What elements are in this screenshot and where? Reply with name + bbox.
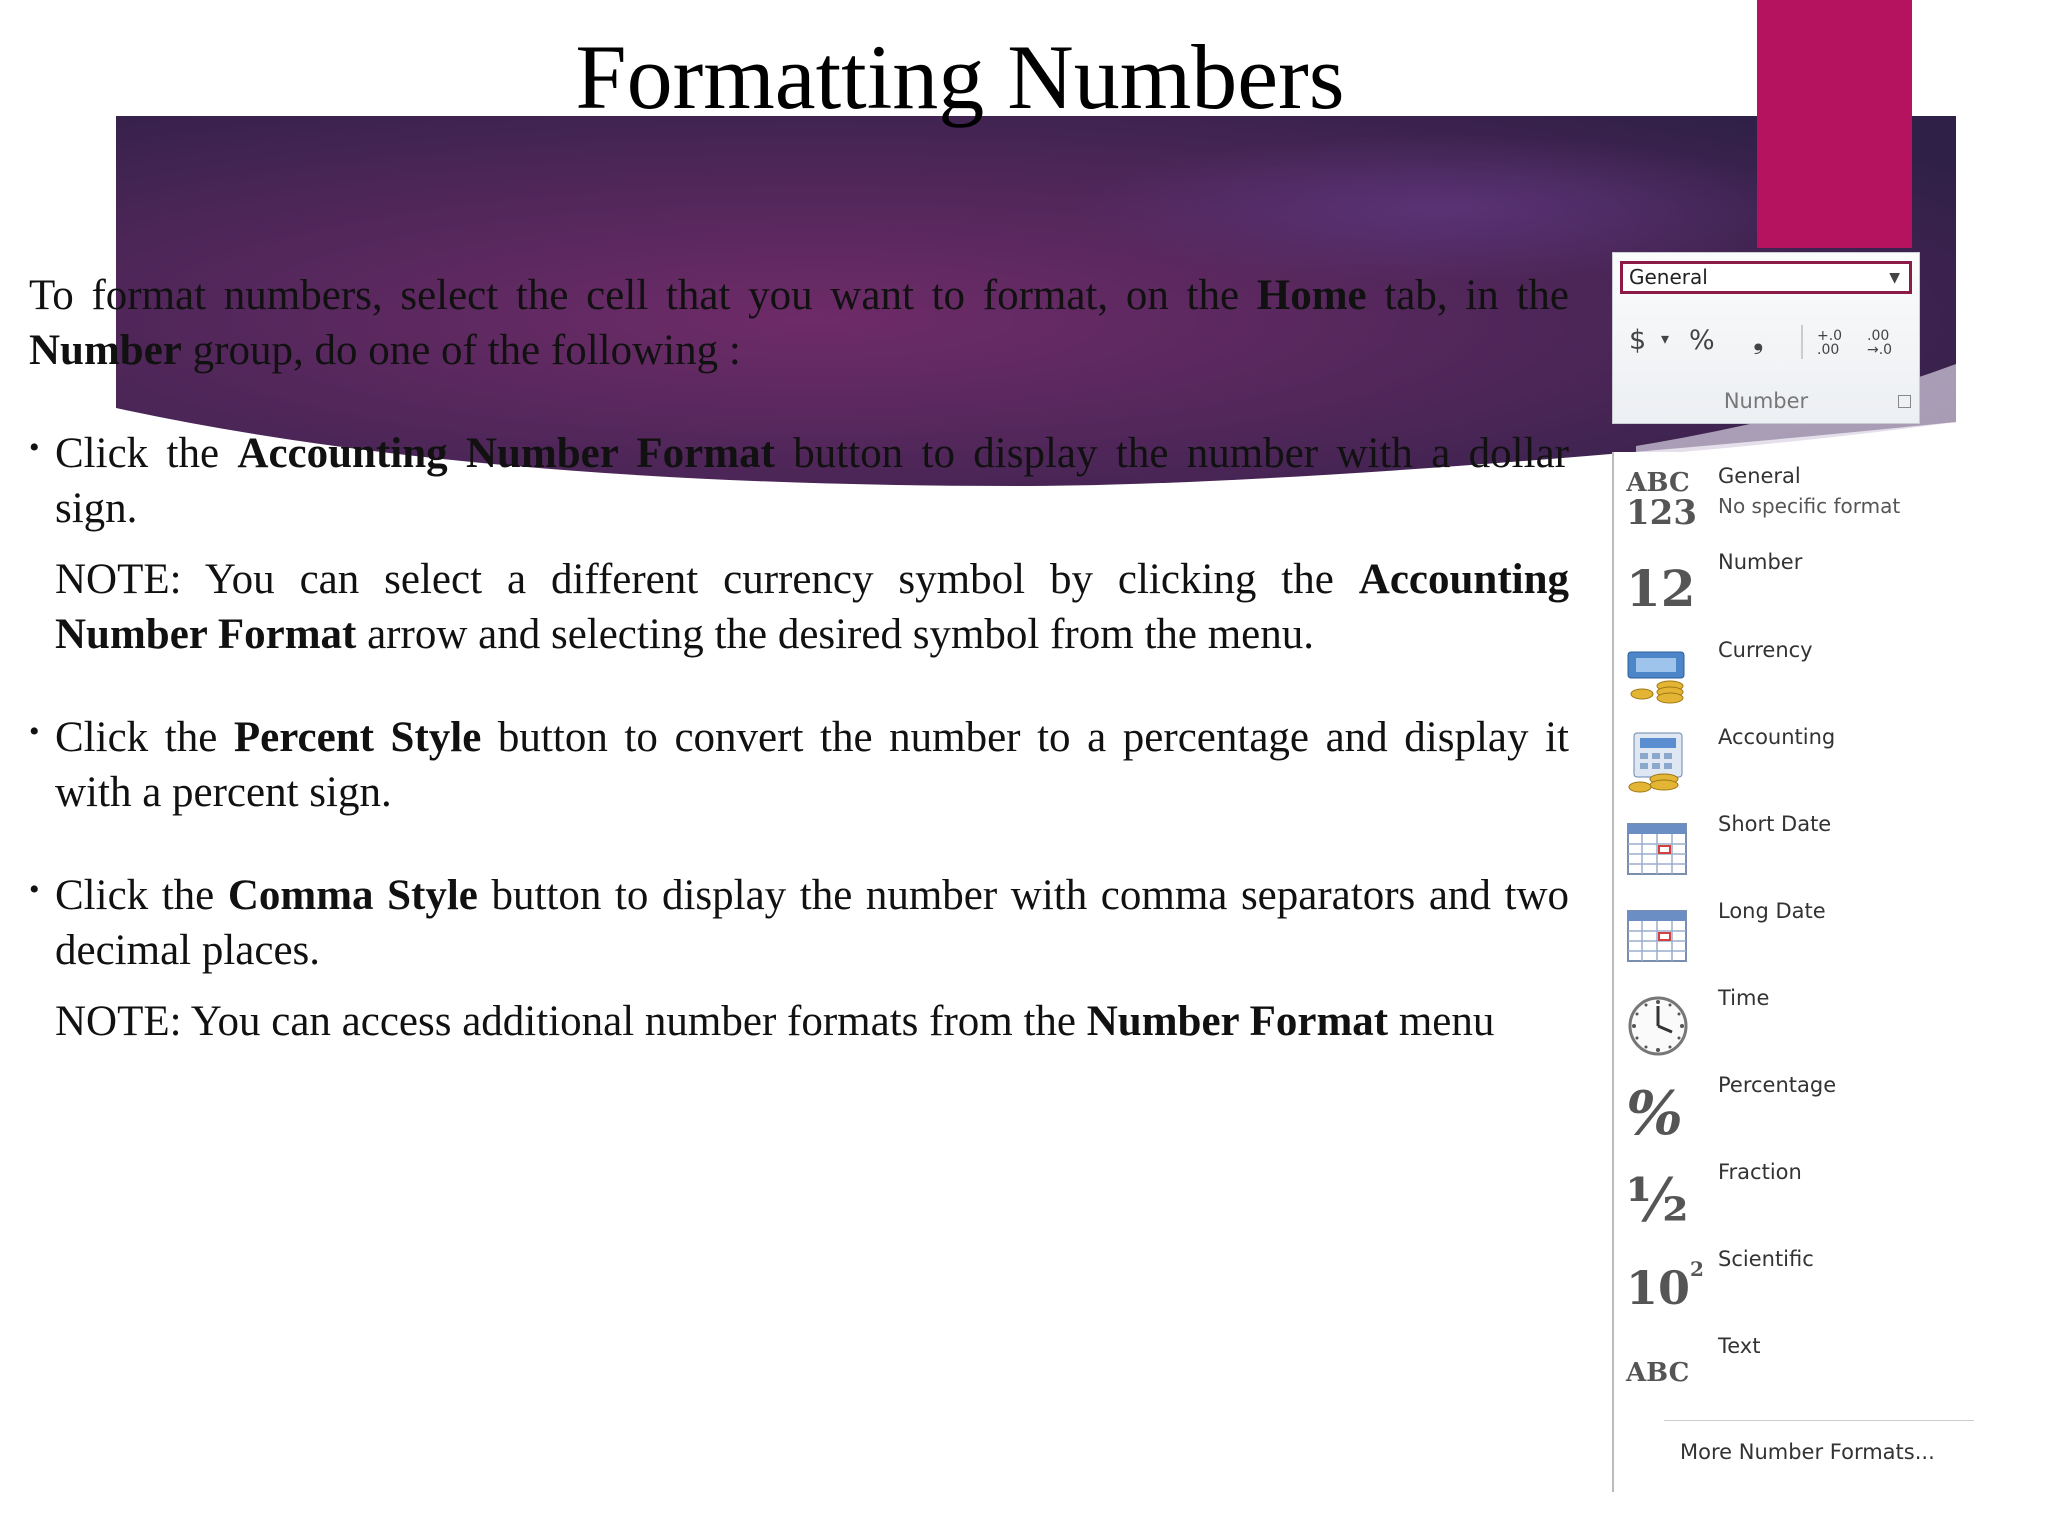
- note-currency: NOTE: You can select a different currency symbol by clicking the Accounting Number Format arrow and selecting the desired symbol from the menu.: [55, 556, 1569, 658]
- menu-item-currency[interactable]: Currency: [1614, 634, 1984, 718]
- note-more-formats: NOTE: You can access additional number formats from the Number Format menu: [55, 998, 1495, 1045]
- menu-item-time[interactable]: Time: [1614, 982, 1984, 1066]
- clock-icon: [1626, 990, 1690, 1056]
- dialog-launcher-icon[interactable]: [1898, 395, 1911, 408]
- menu-item-accounting[interactable]: Accounting: [1614, 721, 1984, 805]
- intro-paragraph: To format numbers, select the cell that you want to format, on the Home tab, in the Number group, do one of the following :: [29, 272, 1569, 374]
- accounting-icon: [1626, 729, 1690, 795]
- ribbon-group-label: Number: [1723, 389, 1809, 413]
- menu-item-short-date[interactable]: Short Date: [1614, 808, 1984, 892]
- increase-decimal-button[interactable]: +.0 .00: [1817, 328, 1843, 358]
- calendar-icon: [1626, 903, 1690, 969]
- decrease-decimal-button[interactable]: .00 →.0: [1867, 328, 1893, 358]
- slide-title: Formatting Numbers: [575, 26, 1345, 128]
- bullet-accounting: • Click the Accounting Number Format button to display the number with a dollar sign.: [29, 426, 1569, 536]
- percent-style-button[interactable]: %: [1689, 325, 1715, 356]
- accounting-format-button[interactable]: $: [1629, 325, 1647, 356]
- number-button-row: [1627, 325, 1912, 365]
- chevron-down-icon[interactable]: ▼: [1889, 270, 1900, 286]
- text-abc-icon: ABC: [1626, 1358, 1690, 1388]
- abc123-icon: ABC 123: [1626, 468, 1697, 533]
- number-ribbon-group: [1612, 252, 1920, 424]
- menu-item-number[interactable]: 12 Number: [1614, 546, 1984, 630]
- currency-icon: [1626, 642, 1690, 708]
- accounting-arrow-icon[interactable]: ▾: [1661, 329, 1670, 348]
- menu-item-scientific[interactable]: 102 Scientific: [1614, 1243, 1984, 1327]
- menu-item-percentage[interactable]: % Percentage: [1626, 1073, 1837, 1149]
- scientific-icon: 102: [1626, 1257, 1704, 1315]
- menu-item-long-date[interactable]: Long Date: [1614, 895, 1984, 979]
- number-format-screenshot: [1612, 252, 1982, 1492]
- percent-icon: %: [1626, 1079, 1684, 1149]
- bullet-percent: • Click the Percent Style button to convert the number to a percentage and display it with a percent sign.: [29, 710, 1569, 820]
- calendar-icon: [1626, 816, 1690, 882]
- menu-item-general[interactable]: ABC 123 General No specific format: [1626, 464, 1901, 533]
- number-format-menu: [1612, 452, 1984, 1492]
- bullet-comma: • Click the Comma Style button to display the number with comma separators and two decimal places.: [29, 868, 1569, 978]
- fraction-icon: ½: [1626, 1166, 1689, 1236]
- number-12-icon: 12: [1626, 559, 1696, 618]
- menu-item-text[interactable]: ABC Text: [1614, 1330, 1984, 1414]
- slide-body: [29, 268, 1569, 1049]
- number-format-combo[interactable]: General ▼: [1620, 261, 1912, 294]
- comma-style-button[interactable]: ❟: [1753, 325, 1764, 356]
- ribbon-divider: [1801, 325, 1803, 359]
- menu-divider: [1664, 1420, 1974, 1421]
- more-number-formats-link[interactable]: More Number Formats...: [1680, 1440, 1935, 1464]
- menu-item-fraction[interactable]: ½ Fraction: [1626, 1160, 1802, 1236]
